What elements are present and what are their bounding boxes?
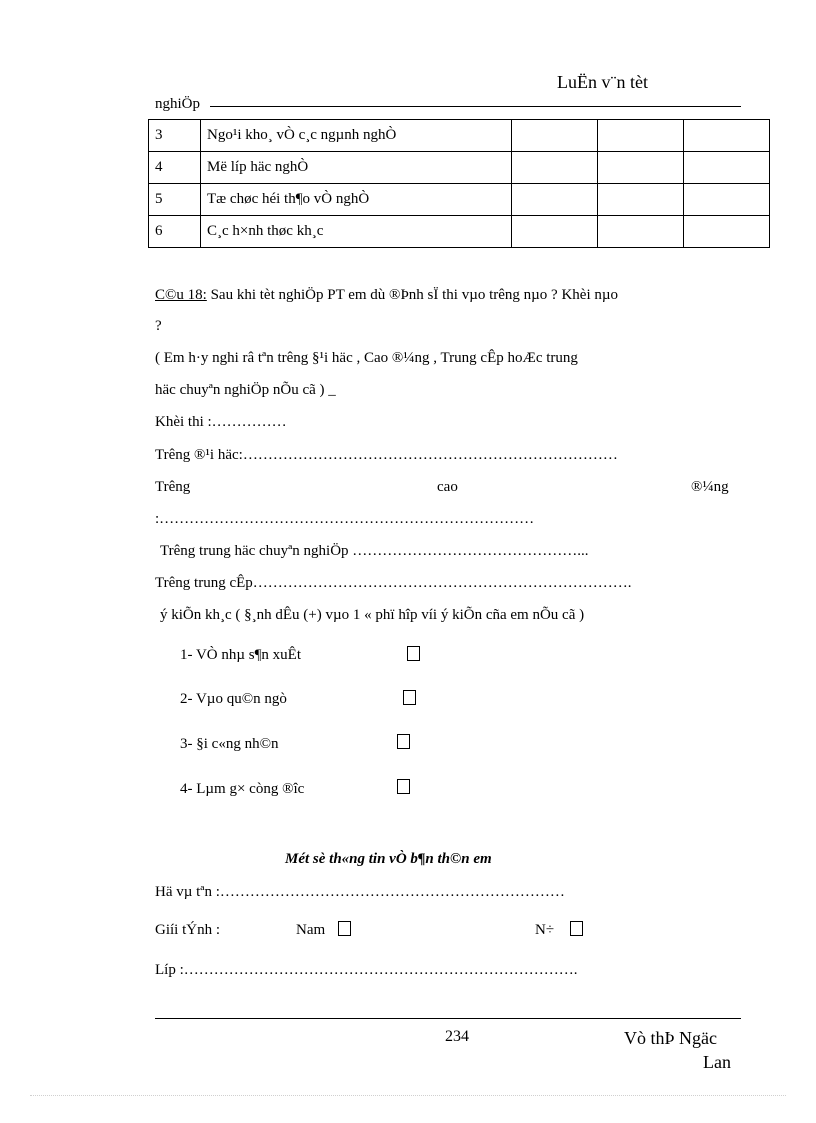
row-text: Tæ chøc héi th¶o vÒ nghÒ <box>201 184 512 216</box>
blank-cell <box>512 120 598 152</box>
gender-label: Giíi tÝnh : <box>155 922 221 938</box>
info-title: Mét sè th«ng tin vÒ b¶n th©n em <box>285 851 492 867</box>
row-text: Ngo¹i kho¸ vÒ c¸c ngµnh nghÒ <box>201 120 512 152</box>
question-label: C©u 18: <box>155 287 207 303</box>
row-number: 5 <box>149 184 201 216</box>
row-number: 6 <box>149 216 201 248</box>
field-cao-dang-word1: Trêng <box>155 479 191 495</box>
blank-cell <box>684 152 770 184</box>
blank-cell <box>684 120 770 152</box>
question-text: Sau khi tèt nghiÖp PT em dù ®Þnh sÏ thi vµo trêng nµo ? Khèi nµo <box>206 287 619 303</box>
field-cao-dang-word2: cao <box>437 479 458 495</box>
field-cao-dang-word3: ®¼ng <box>691 479 729 495</box>
table-row <box>149 216 770 248</box>
row-text: C¸c h×nh thøc kh¸c <box>201 216 512 248</box>
option-1-label: 1- VÒ nhµ s¶n xuÊt <box>180 647 301 663</box>
option-3-checkbox[interactable] <box>397 734 410 749</box>
option-2-checkbox[interactable] <box>403 690 416 705</box>
opinion-intro: ý kiÕn kh¸c ( §¸nh dÊu (+) vµo 1 « phï hîp víi ý kiÕn cña em nÕu cã ) <box>160 607 585 623</box>
page-number: 234 <box>445 1028 469 1045</box>
blank-cell <box>598 120 684 152</box>
field-khoi-thi: Khèi thi :…………… <box>155 414 287 430</box>
table-row <box>149 184 770 216</box>
option-2-label: 2- Vµo qu©n ngò <box>180 691 287 707</box>
gender-female-checkbox[interactable] <box>570 921 583 936</box>
header-divider <box>210 106 741 107</box>
blank-cell <box>598 152 684 184</box>
blank-cell <box>512 216 598 248</box>
field-trung-hoc: Trêng trung häc chuyªn nghiÖp ………………………………………... <box>160 543 589 559</box>
row-number: 3 <box>149 120 201 152</box>
question-note-1: ( Em h·y nghi râ tªn trêng §¹i häc , Cao ®¼ng , Trung cÊp hoÆc trung <box>155 350 578 366</box>
row-number: 4 <box>149 152 201 184</box>
question-line-1 <box>155 287 618 304</box>
survey-table <box>148 119 770 248</box>
blank-cell <box>512 184 598 216</box>
field-name: Hä vµ tªn :…………………………………………………………… <box>155 884 565 900</box>
blank-cell <box>684 216 770 248</box>
field-cao-dang-dots: :………………………………………………………………… <box>155 511 535 527</box>
row-text: Më líp häc nghÒ <box>201 152 512 184</box>
table-row <box>149 152 770 184</box>
blank-cell <box>598 216 684 248</box>
question-note-2: häc chuyªn nghiÖp nÕu cã ) _ <box>155 382 336 398</box>
gender-male-checkbox[interactable] <box>338 921 351 936</box>
footer-divider <box>155 1018 741 1019</box>
author-line-1: Vò thÞ Ngäc <box>624 1028 717 1048</box>
option-4-label: 4- Lµm g× còng ®îc <box>180 781 305 797</box>
field-class: Líp :……………………………………………………………………. <box>155 962 578 978</box>
gender-female-label: N÷ <box>535 922 555 938</box>
blank-cell <box>512 152 598 184</box>
option-4-checkbox[interactable] <box>397 779 410 794</box>
option-1-checkbox[interactable] <box>407 646 420 661</box>
field-dai-hoc: Trêng ®¹i häc:………………………………………………………………… <box>155 447 618 463</box>
author-line-2: Lan <box>703 1052 731 1072</box>
blank-cell <box>684 184 770 216</box>
header-title-left: nghiÖp <box>155 96 200 112</box>
gender-male-label: Nam <box>296 922 326 938</box>
blank-cell <box>598 184 684 216</box>
question-line-2: ? <box>155 318 162 334</box>
field-trung-cap: Trêng trung cÊp…………………………………………………………………. <box>155 575 632 591</box>
header-title-right: LuËn v¨n tèt <box>557 72 648 92</box>
table-row <box>149 120 770 152</box>
option-3-label: 3- §i c«ng nh©n <box>180 736 279 752</box>
page-edge-divider <box>30 1095 786 1096</box>
